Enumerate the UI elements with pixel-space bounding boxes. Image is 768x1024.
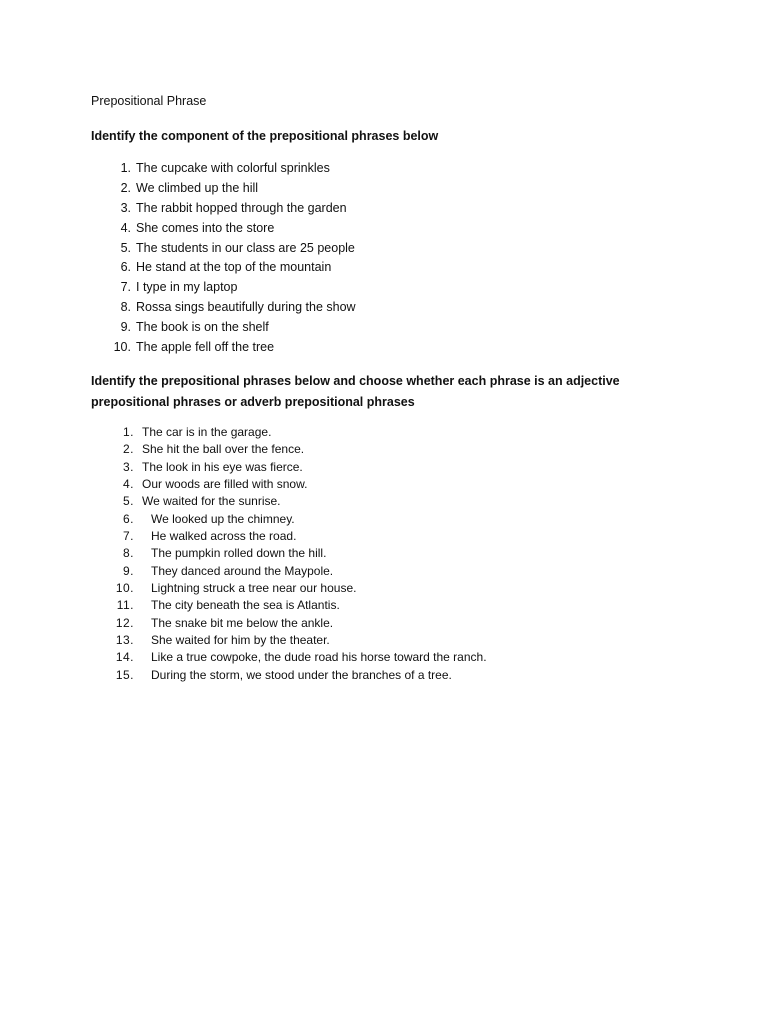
item-text: She waited for him by the theater.	[151, 633, 330, 648]
item-number: 2.	[122, 442, 134, 457]
list-item	[0, 649, 768, 666]
item-number: 3.	[120, 200, 131, 215]
item-number: 12.	[115, 615, 134, 630]
item-text: He walked across the road.	[151, 529, 297, 544]
list-item	[0, 476, 768, 493]
item-text: The cupcake with colorful sprinkles	[136, 161, 330, 175]
list-item	[0, 580, 768, 597]
item-number: 14.	[115, 650, 134, 665]
list-item	[0, 545, 768, 562]
item-number: 5.	[122, 494, 134, 509]
item-text: Our woods are filled with snow.	[142, 477, 308, 492]
item-text: He stand at the top of the mountain	[136, 260, 332, 275]
section1-instruction: Identify the component of the prepositional phrases below	[91, 129, 439, 143]
item-number: 1.	[122, 425, 134, 439]
item-number: 3.	[122, 459, 134, 474]
item-number: 7.	[122, 529, 134, 544]
item-text: The apple fell off the tree	[136, 340, 275, 355]
section2-instruction: Identify the prepositional phrases below and choose whether each phrase is an adjective prepositional phrases or adverb prepositional phrases	[91, 374, 620, 409]
item-text: They danced around the Maypole.	[151, 563, 334, 578]
item-number: 6.	[120, 260, 131, 275]
list-item	[0, 298, 768, 318]
list-item	[0, 563, 768, 580]
item-text: We waited for the sunrise.	[142, 494, 281, 509]
item-number: 10.	[113, 340, 131, 355]
item-text: The snake bit me below the ankle.	[151, 615, 334, 630]
item-text: The look in his eye was fierce.	[142, 459, 303, 474]
item-text: During the storm, we stood under the branches of a tree.	[151, 667, 452, 682]
item-text: Like a true cowpoke, the dude road his horse toward the ranch.	[151, 650, 487, 665]
list-item	[0, 667, 768, 684]
section2-list	[0, 424, 768, 684]
item-text: She comes into the store	[136, 220, 275, 235]
item-number: 9.	[122, 563, 134, 578]
item-text: The students in our class are 25 people	[136, 240, 355, 255]
list-item	[0, 597, 768, 614]
item-text: We climbed up the hill	[136, 180, 259, 195]
list-item	[0, 199, 768, 219]
list-item	[0, 528, 768, 545]
list-item	[0, 615, 768, 632]
item-number: 2.	[120, 180, 131, 195]
item-number: 9.	[120, 320, 131, 335]
item-text: The pumpkin rolled down the hill.	[151, 546, 327, 561]
item-text: I type in my laptop	[136, 280, 238, 295]
list-item	[0, 424, 768, 441]
item-text: The book is on the shelf	[136, 320, 269, 335]
item-number: 13.	[115, 633, 134, 648]
item-number: 11.	[116, 598, 134, 613]
item-text: We looked up the chimney.	[151, 511, 295, 526]
item-text: The city beneath the sea is Atlantis.	[151, 598, 340, 613]
list-item	[0, 179, 768, 199]
item-text: She hit the ball over the fence.	[142, 442, 305, 457]
list-item	[0, 338, 768, 358]
item-text: Lightning struck a tree near our house.	[151, 581, 357, 596]
item-text: Rossa sings beautifully during the show	[136, 300, 356, 315]
item-number: 5.	[120, 240, 131, 255]
item-number: 8.	[120, 300, 131, 315]
list-item	[0, 159, 768, 179]
item-number: 1.	[120, 161, 131, 175]
item-text: The rabbit hopped through the garden	[136, 200, 347, 215]
item-number: 10.	[115, 581, 134, 596]
item-text: The car is in the garage.	[142, 425, 272, 439]
list-item	[0, 441, 768, 458]
list-item	[0, 632, 768, 649]
list-item	[0, 511, 768, 528]
list-item	[0, 258, 768, 278]
list-item	[0, 239, 768, 259]
list-item	[0, 219, 768, 239]
list-item	[0, 318, 768, 338]
item-number: 7.	[120, 280, 131, 295]
item-number: 4.	[120, 220, 131, 235]
item-number: 15.	[115, 667, 134, 682]
list-item	[0, 493, 768, 510]
document-title: Prepositional Phrase	[91, 94, 207, 108]
list-item	[0, 459, 768, 476]
item-number: 6.	[122, 511, 134, 526]
item-number: 8.	[122, 546, 134, 561]
section1-list	[0, 159, 768, 358]
item-number: 4.	[122, 477, 134, 492]
list-item	[0, 278, 768, 298]
